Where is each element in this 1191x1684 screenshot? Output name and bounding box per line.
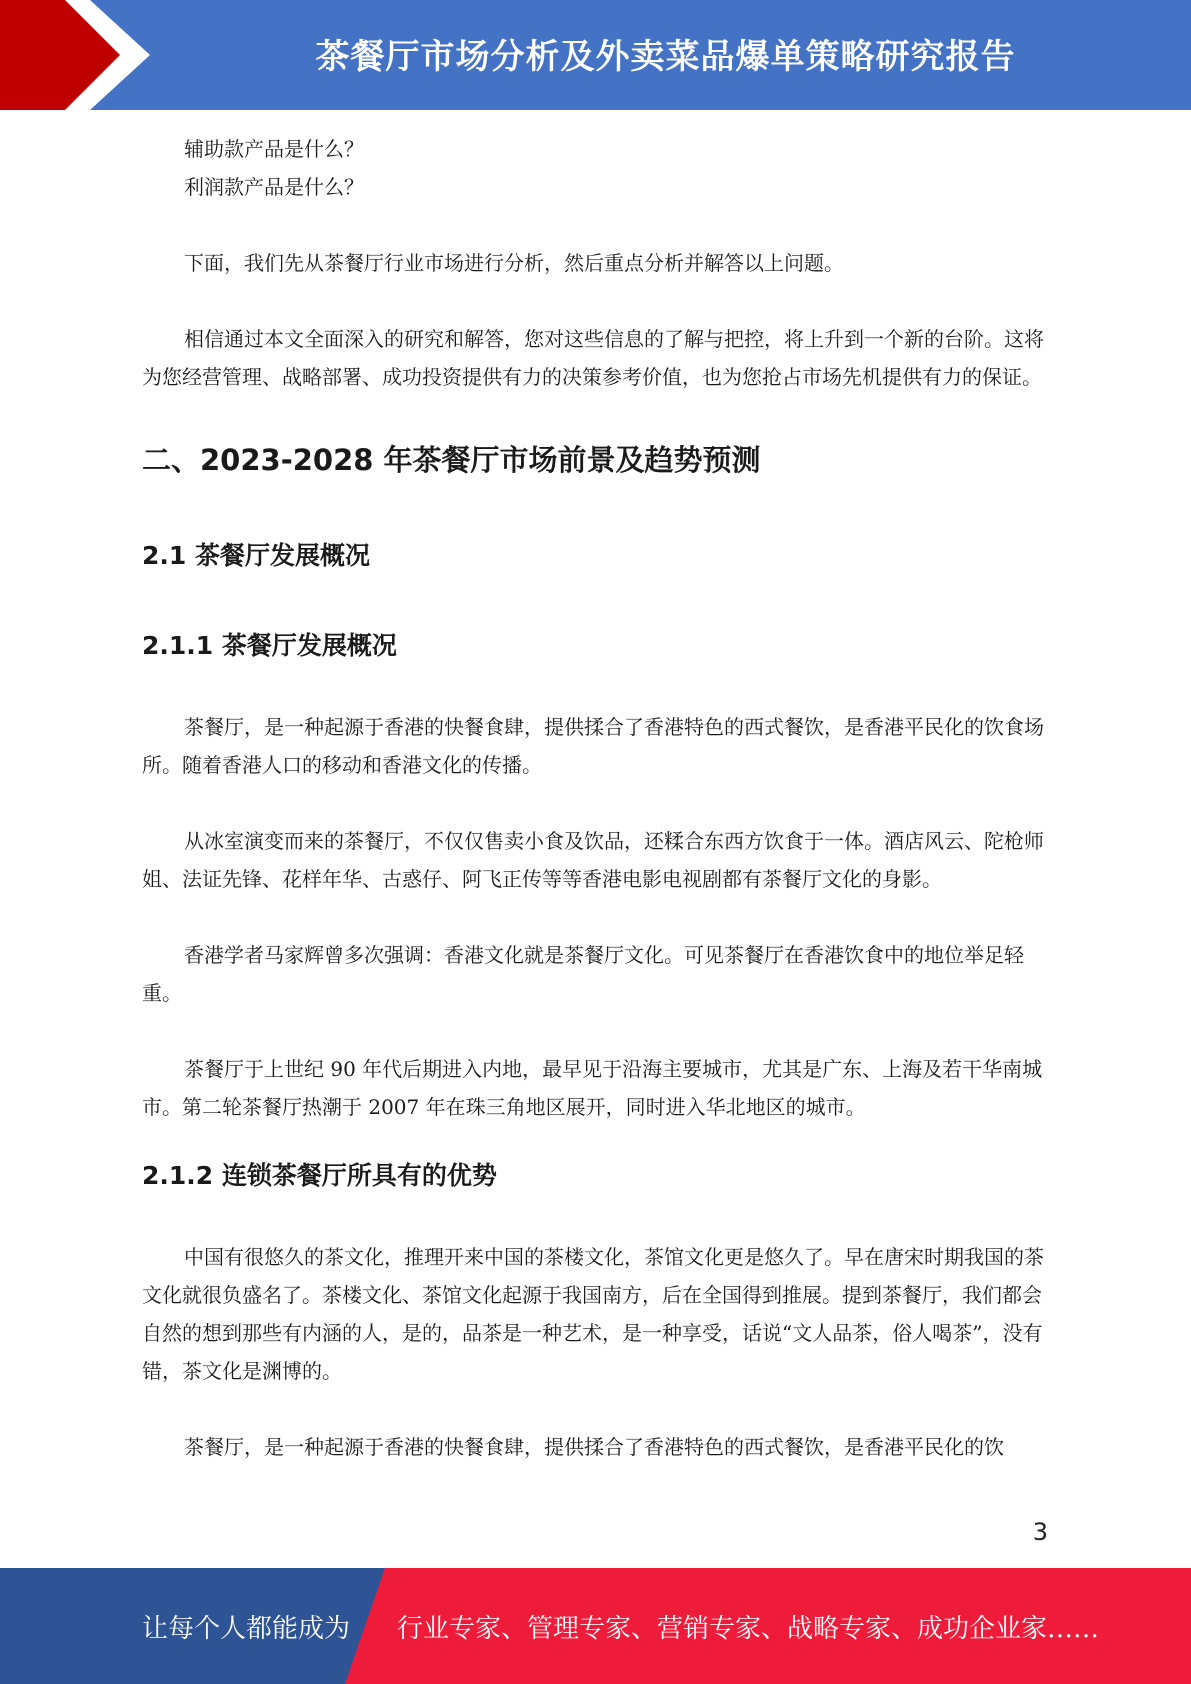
footer-slogan-right: 行业专家、管理专家、营销专家、战略专家、成功企业家…… — [397, 1613, 1100, 1644]
paragraph: 茶餐厅，是一种起源于香港的快餐食肆，提供揉合了香港特色的西式餐饮，是香港平民化的饮 — [184, 1435, 1004, 1459]
header-title: 茶餐厅市场分析及外卖菜品爆单策略研究报告 — [315, 36, 1016, 77]
page-number: 3 — [1032, 1518, 1048, 1546]
paragraph: 中国有很悠久的茶文化，推理开来中国的茶楼文化，茶馆文化更是悠久了。早在唐宋时期我国的茶文化就很负盛名了。茶楼文化、茶馆文化起源于我国南方，后在全国得到推展。提到茶餐厅，我们都会自然的想到那些有内涵的人，是的，品茶是一种艺术，是一种享受，话说“文人品茶，俗人喝茶”，没有错，茶文化是渊博的。 — [142, 1245, 1044, 1383]
paragraph: 从冰室演变而来的茶餐厅，不仅仅售卖小食及饮品，还糅合东西方饮食于一体。酒店风云、陀枪师姐、法证先锋、花样年华、古惑仔、阿飞正传等等香港电影电视剧都有茶餐厅文化的身影。 — [142, 829, 1044, 891]
paragraph: 利润款产品是什么？ — [184, 175, 364, 199]
subsection-heading: 2.1.2 连锁茶餐厅所具有的优势 — [142, 1161, 497, 1190]
footer-slogan-left: 让每个人都能成为 — [142, 1613, 351, 1644]
section-heading: 二、2023-2028 年茶餐厅市场前景及趋势预测 — [142, 443, 761, 477]
subsection-heading: 2.1.1 茶餐厅发展概况 — [142, 631, 397, 660]
paragraph: 香港学者马家辉曾多次强调：香港文化就是茶餐厅文化。可见茶餐厅在香港饮食中的地位举足轻重。 — [142, 943, 1024, 1005]
page-header — [0, 0, 1191, 110]
document-body — [142, 130, 1047, 1466]
page-footer — [0, 1568, 1191, 1684]
paragraph: 茶餐厅，是一种起源于香港的快餐食肆，提供揉合了香港特色的西式餐饮，是香港平民化的饮食场所。随着香港人口的移动和香港文化的传播。 — [142, 715, 1044, 777]
paragraph: 相信通过本文全面深入的研究和解答，您对这些信息的了解与把控，将上升到一个新的台阶。这将为您经营管理、战略部署、成功投资提供有力的决策参考价值，也为您抢占市场先机提供有力的保证。 — [142, 327, 1044, 389]
paragraph: 辅助款产品是什么？ — [184, 137, 364, 161]
paragraph: 茶餐厅于上世纪 90 年代后期进入内地，最早见于沿海主要城市，尤其是广东、上海及若干华南城市。第二轮茶餐厅热潮于 2007 年在珠三角地区展开，同时进入华北地区的城市。 — [142, 1057, 1043, 1119]
subsection-heading: 2.1 茶餐厅发展概况 — [142, 541, 370, 570]
paragraph: 下面，我们先从茶餐厅行业市场进行分析，然后重点分析并解答以上问题。 — [184, 251, 844, 275]
